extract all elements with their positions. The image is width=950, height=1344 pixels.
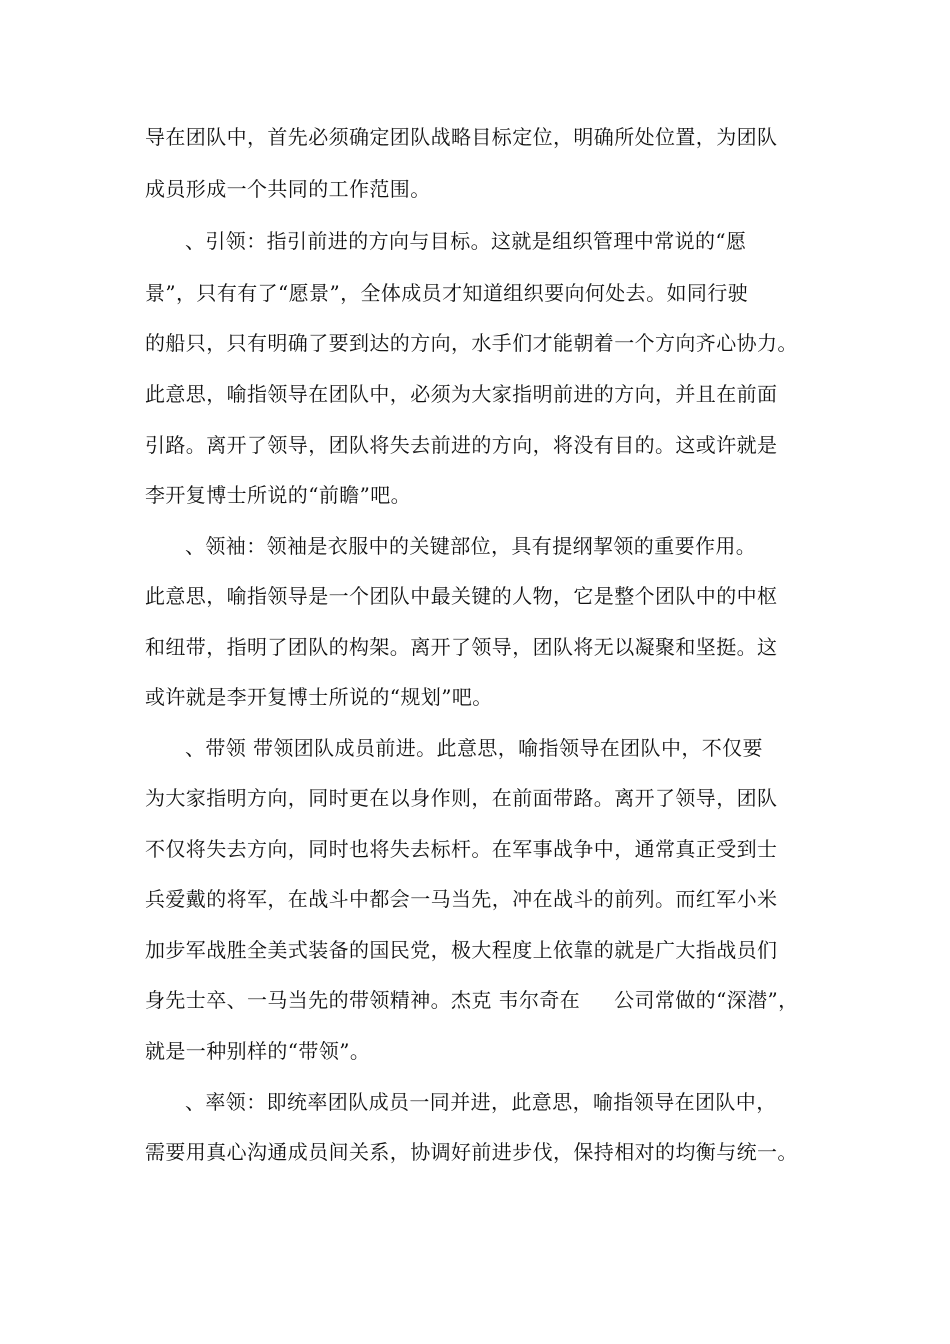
text-line: 的船只，只有明确了要到达的方向，水手们才能朝着一个方向齐心协力。 bbox=[145, 331, 798, 355]
text-line: 景”，只有有了“愿景”，全体成员才知道组织要向何处去。如同行驶 bbox=[145, 281, 749, 305]
text-line: 导在团队中，首先必须确定团队战略目标定位，明确所处位置，为团队 bbox=[145, 125, 778, 149]
text-line: 就是一种别样的“带领”。 bbox=[145, 1039, 371, 1063]
text-line: 为大家指明方向，同时更在以身作则，在前面带路。离开了领导，团队 bbox=[145, 786, 778, 810]
paragraph-start-line: 、率领：即统率团队成员一同并进，此意思，喻指领导在团队中， bbox=[185, 1090, 777, 1114]
text-line: 李开复博士所说的“前瞻”吧。 bbox=[145, 483, 412, 507]
paragraph-start-line: 、领袖：领袖是衣服中的关键部位，具有提纲挈领的重要作用。 bbox=[185, 534, 757, 558]
paragraph-start-line: 、引领：指引前进的方向与目标。这就是组织管理中常说的“愿 bbox=[185, 229, 747, 253]
text-line: 成员形成一个共同的工作范围。 bbox=[145, 177, 431, 201]
text-line: 身先士卒、一马当先的带领精神。杰克 韦尔奇在 公司常做的“深潜”， bbox=[145, 988, 799, 1012]
text-line: 加步军战胜全美式装备的国民党，极大程度上依靠的就是广大指战员们 bbox=[145, 938, 778, 962]
text-line: 需要用真心沟通成员间关系，协调好前进步伐，保持相对的均衡与统一。 bbox=[145, 1140, 798, 1164]
text-line: 兵爱戴的将军，在战斗中都会一马当先，冲在战斗的前列。而红军小米 bbox=[145, 887, 778, 911]
text-line: 此意思，喻指领导在团队中，必须为大家指明前进的方向，并且在前面 bbox=[145, 382, 778, 406]
paragraph-start-line: 、带领 带领团队成员前进。此意思，喻指领导在团队中，不仅要 bbox=[185, 736, 763, 760]
text-line: 和纽带，指明了团队的构架。离开了领导，团队将无以凝聚和坚挺。这 bbox=[145, 635, 778, 659]
text-line: 此意思，喻指领导是一个团队中最关键的人物，它是整个团队中的中枢 bbox=[145, 584, 778, 608]
text-line: 引路。离开了领导，团队将失去前进的方向，将没有目的。这或许就是 bbox=[145, 433, 778, 457]
text-line: 或许就是李开复博士所说的“规划”吧。 bbox=[145, 685, 493, 709]
text-line: 不仅将失去方向，同时也将失去标杆。在军事战争中，通常真正受到士 bbox=[145, 837, 778, 861]
